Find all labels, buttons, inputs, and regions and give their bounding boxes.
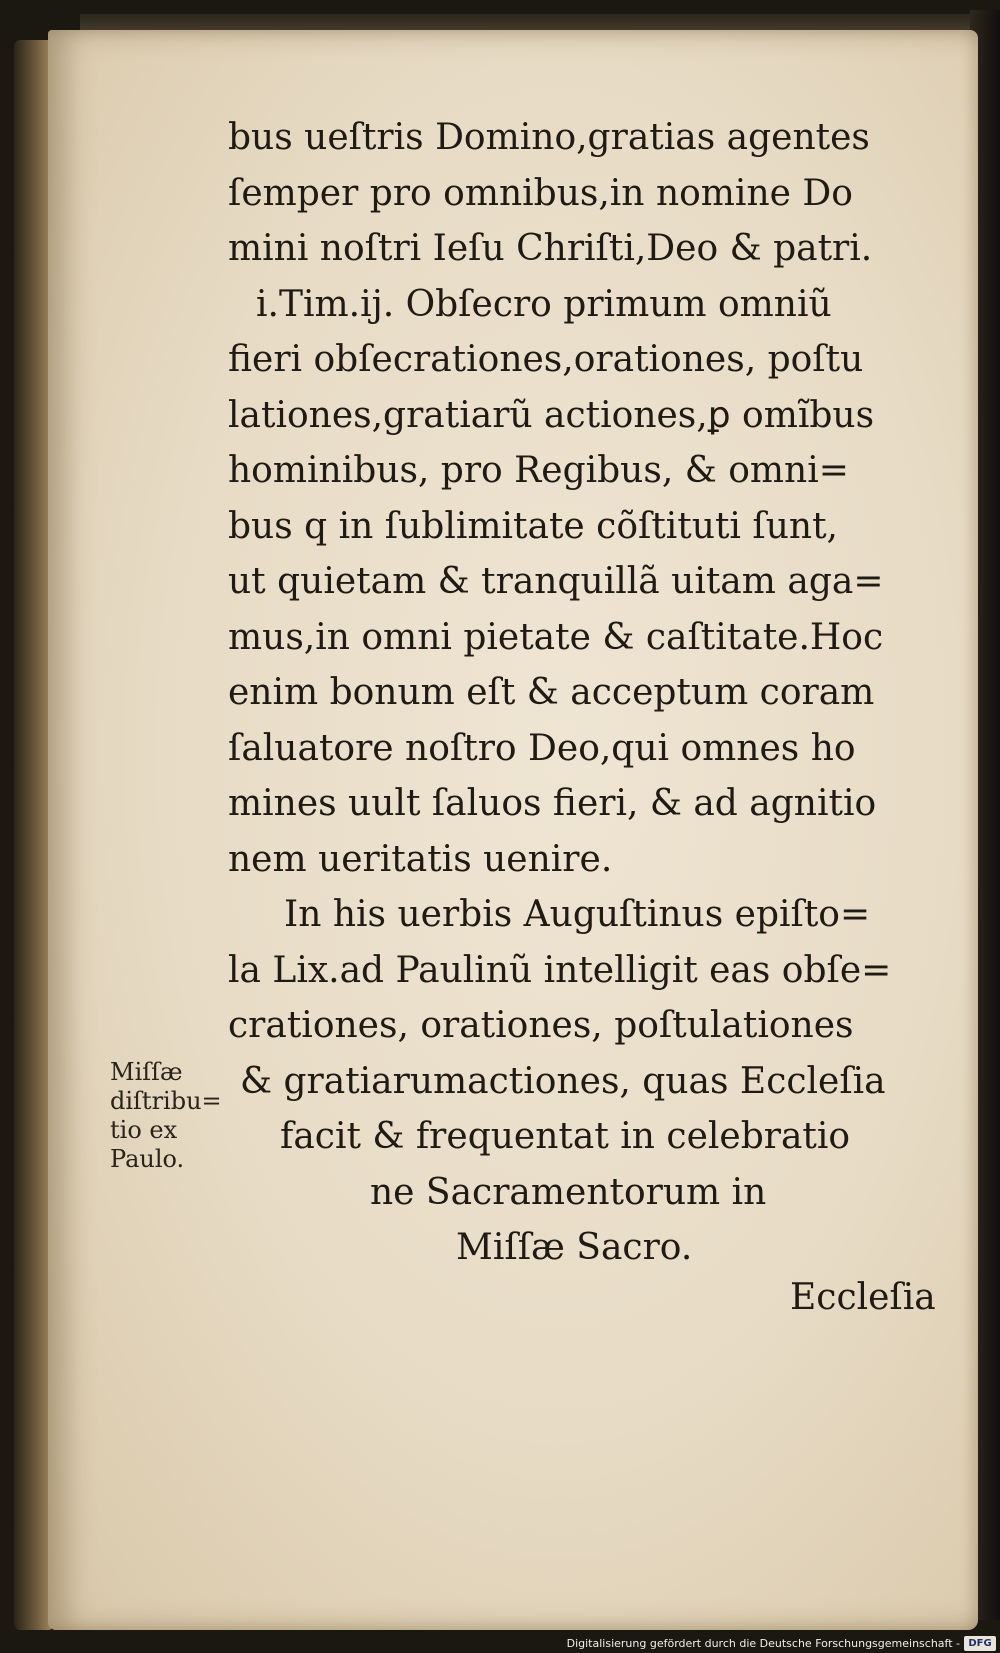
text-line: bus q in ſublimitate cõſtituti ſunt, — [228, 505, 838, 547]
dfg-logo: DFG — [964, 1636, 996, 1651]
text-line: & gratiarumactiones, quas Eccleſia — [240, 1060, 886, 1102]
text-line: ſaluatore noſtro Deo,qui omnes ho — [228, 727, 856, 769]
margin-note — [110, 1058, 222, 1174]
catchword: Eccleſia — [790, 1277, 936, 1318]
text-line: mus,in omni pietate & caſtitate.Hoc — [228, 616, 884, 658]
margin-note-line: Miſſæ — [110, 1058, 183, 1086]
digitization-credit: Digitalisierung gefördert durch die Deutsche Forschungsgemeinschaft - — [566, 1637, 960, 1650]
text-line: crationes, orationes, poſtulationes — [228, 1005, 854, 1046]
text-line: nem ueritatis uenire. — [228, 838, 613, 880]
text-line: In his uerbis Auguſtinus epiſto= — [284, 894, 871, 935]
text-line: ſemper pro omnibus,in nomine Do — [228, 172, 853, 214]
margin-note-line: tio ex — [110, 1116, 178, 1144]
margin-note-line: Paulo. — [110, 1145, 185, 1173]
text-line: la Lix.ad Paulinũ intelligit eas obſe= — [228, 949, 892, 991]
text-line: Miſſæ Sacro. — [456, 1227, 693, 1268]
text-line: fieri obſecrationes,orationes, poſtu — [228, 339, 864, 380]
text-line: hominibus, pro Regibus, & omni= — [228, 450, 849, 491]
text-line: ut quietam & tranquillã uitam aga= — [228, 561, 884, 602]
text-line: ne Sacramentorum in — [370, 1171, 767, 1213]
text-line: mines uult ſaluos fieri, & ad agnitio — [228, 783, 877, 824]
margin-note-line: diſtribu= — [110, 1087, 222, 1115]
text-line: bus ueſtris Domino,gratias agentes — [228, 117, 870, 158]
text-line: lationes,gratiarũ actiones,ꝑ omĩbus — [228, 394, 875, 436]
text-line: facit & frequentat in celebratio — [280, 1116, 851, 1157]
text-line: mini noſtri Ieſu Chriſti,Deo & patri. — [228, 228, 873, 269]
text-line: enim bonum eſt & acceptum coram — [228, 672, 875, 713]
text-line: i.Tim.ij. Obſecro primum omniũ — [256, 283, 832, 325]
body-text — [228, 110, 908, 1276]
